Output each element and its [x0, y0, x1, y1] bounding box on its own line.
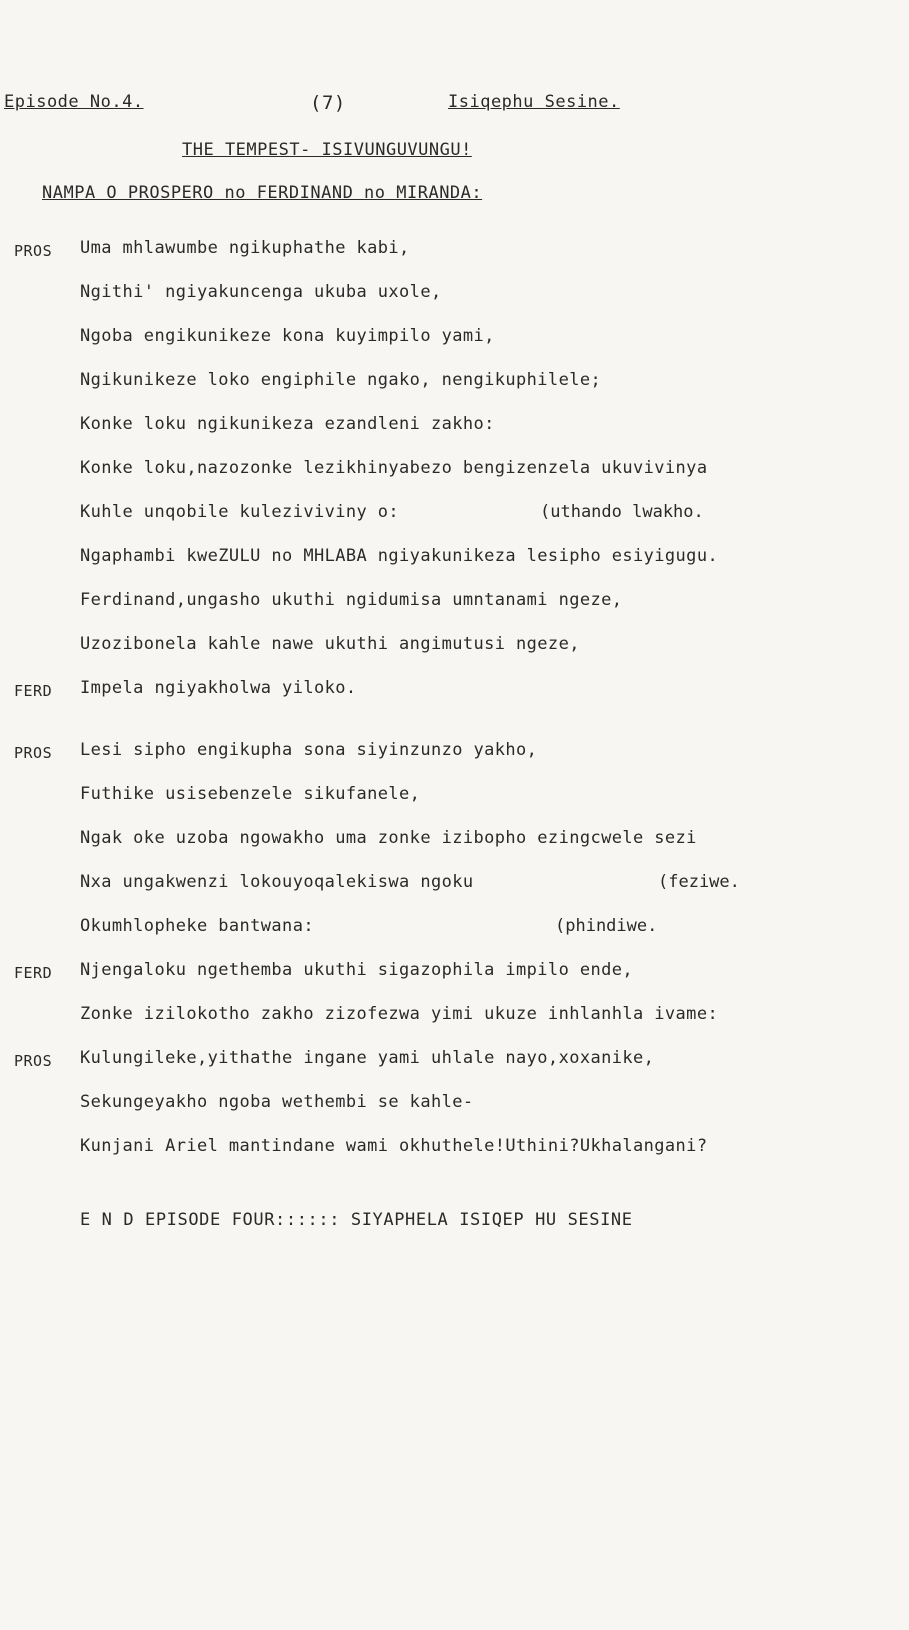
script-line — [0, 784, 909, 814]
script-line — [0, 740, 909, 770]
speaker-label: PROS — [14, 242, 53, 260]
script-line — [0, 238, 909, 268]
script-line — [0, 370, 909, 400]
line-continuation: (phindiwe. — [555, 916, 658, 936]
dialogue-text: Futhike usisebenzele sikufanele, — [80, 784, 421, 804]
script-line — [0, 678, 909, 708]
dialogue-text: Konke loku ngikunikeza ezandleni zakho: — [80, 414, 495, 434]
dialogue-text: Kulungileke,yithathe ingane yami uhlale nayo,xoxanike, — [80, 1048, 655, 1068]
speaker-label: PROS — [14, 744, 53, 762]
dialogue-text: Ngikunikeze loko engiphile ngako, nengikuphilele; — [80, 370, 602, 390]
script-line — [0, 282, 909, 312]
script-line — [0, 1136, 909, 1166]
dialogue-text: Ngoba engikunikeze kona kuyimpilo yami, — [80, 326, 495, 346]
script-line — [0, 590, 909, 620]
dialogue-text: Kunjani Ariel mantindane wami okhuthele!Uthini?Ukhalangani? — [80, 1136, 708, 1156]
script-line — [0, 326, 909, 356]
script-line — [0, 1004, 909, 1034]
script-line — [0, 634, 909, 664]
script-line — [0, 502, 909, 532]
dialogue-text: Impela ngiyakholwa yiloko. — [80, 678, 357, 698]
dialogue-text: Ngak oke uzoba ngowakho uma zonke izibopho ezingcwele sezi — [80, 828, 697, 848]
dialogue-text: Ferdinand,ungasho ukuthi ngidumisa umntanami ngeze, — [80, 590, 623, 610]
dialogue-text: Ngaphambi kweZULU no MHLABA ngiyakunikeza lesipho esiyigugu. — [80, 546, 719, 566]
script-line — [0, 1048, 909, 1078]
dialogue-text: Konke loku,nazozonke lezikhinyabezo bengizenzela ukuvivinya — [80, 458, 708, 478]
dialogue-text: Njengaloku ngethemba ukuthi sigazophila impilo ende, — [80, 960, 634, 980]
play-title: THE TEMPEST- ISIVUNGUVUNGU! — [182, 140, 472, 160]
scene-heading: NAMPA O PROSPERO no FERDINAND no MIRANDA: — [42, 183, 483, 203]
episode-number: Episode No.4. — [4, 92, 144, 112]
script-line — [0, 872, 909, 902]
page-number: (7) — [310, 92, 346, 114]
script-line — [0, 828, 909, 858]
script-line — [0, 960, 909, 990]
speaker-label: PROS — [14, 1052, 53, 1070]
dialogue-text: Lesi sipho engikupha sona siyinzunzo yakho, — [80, 740, 538, 760]
dialogue-text: Sekungeyakho ngoba wethembi se kahle- — [80, 1092, 474, 1112]
dialogue-text: Uma mhlawumbe ngikuphathe kabi, — [80, 238, 410, 258]
speaker-label: FERD — [14, 964, 53, 982]
end-of-episode-note: E N D EPISODE FOUR:::::: SIYAPHELA ISIQEP HU SESINE — [80, 1210, 633, 1230]
dialogue-text: Ngithi' ngiyakuncenga ukuba uxole, — [80, 282, 442, 302]
script-line — [0, 414, 909, 444]
script-line — [0, 916, 909, 946]
dialogue-text: Okumhlopheke bantwana: — [80, 916, 314, 936]
dialogue-text: Zonke izilokotho zakho zizofezwa yimi ukuze inhlanhla ivame: — [80, 1004, 719, 1024]
episode-zulu-title: Isiqephu Sesine. — [448, 92, 620, 112]
script-line — [0, 546, 909, 576]
speaker-label: FERD — [14, 682, 53, 700]
dialogue-text: Uzozibonela kahle nawe ukuthi angimutusi ngeze, — [80, 634, 580, 654]
dialogue-text: Nxa ungakwenzi lokouyoqalekiswa ngoku — [80, 872, 474, 892]
line-continuation: (uthando lwakho. — [540, 502, 704, 522]
dialogue-text: Kuhle unqobile kuleziviviny o: — [80, 502, 400, 522]
script-line — [0, 1092, 909, 1122]
line-continuation: (feziwe. — [658, 872, 740, 892]
script-line — [0, 458, 909, 488]
